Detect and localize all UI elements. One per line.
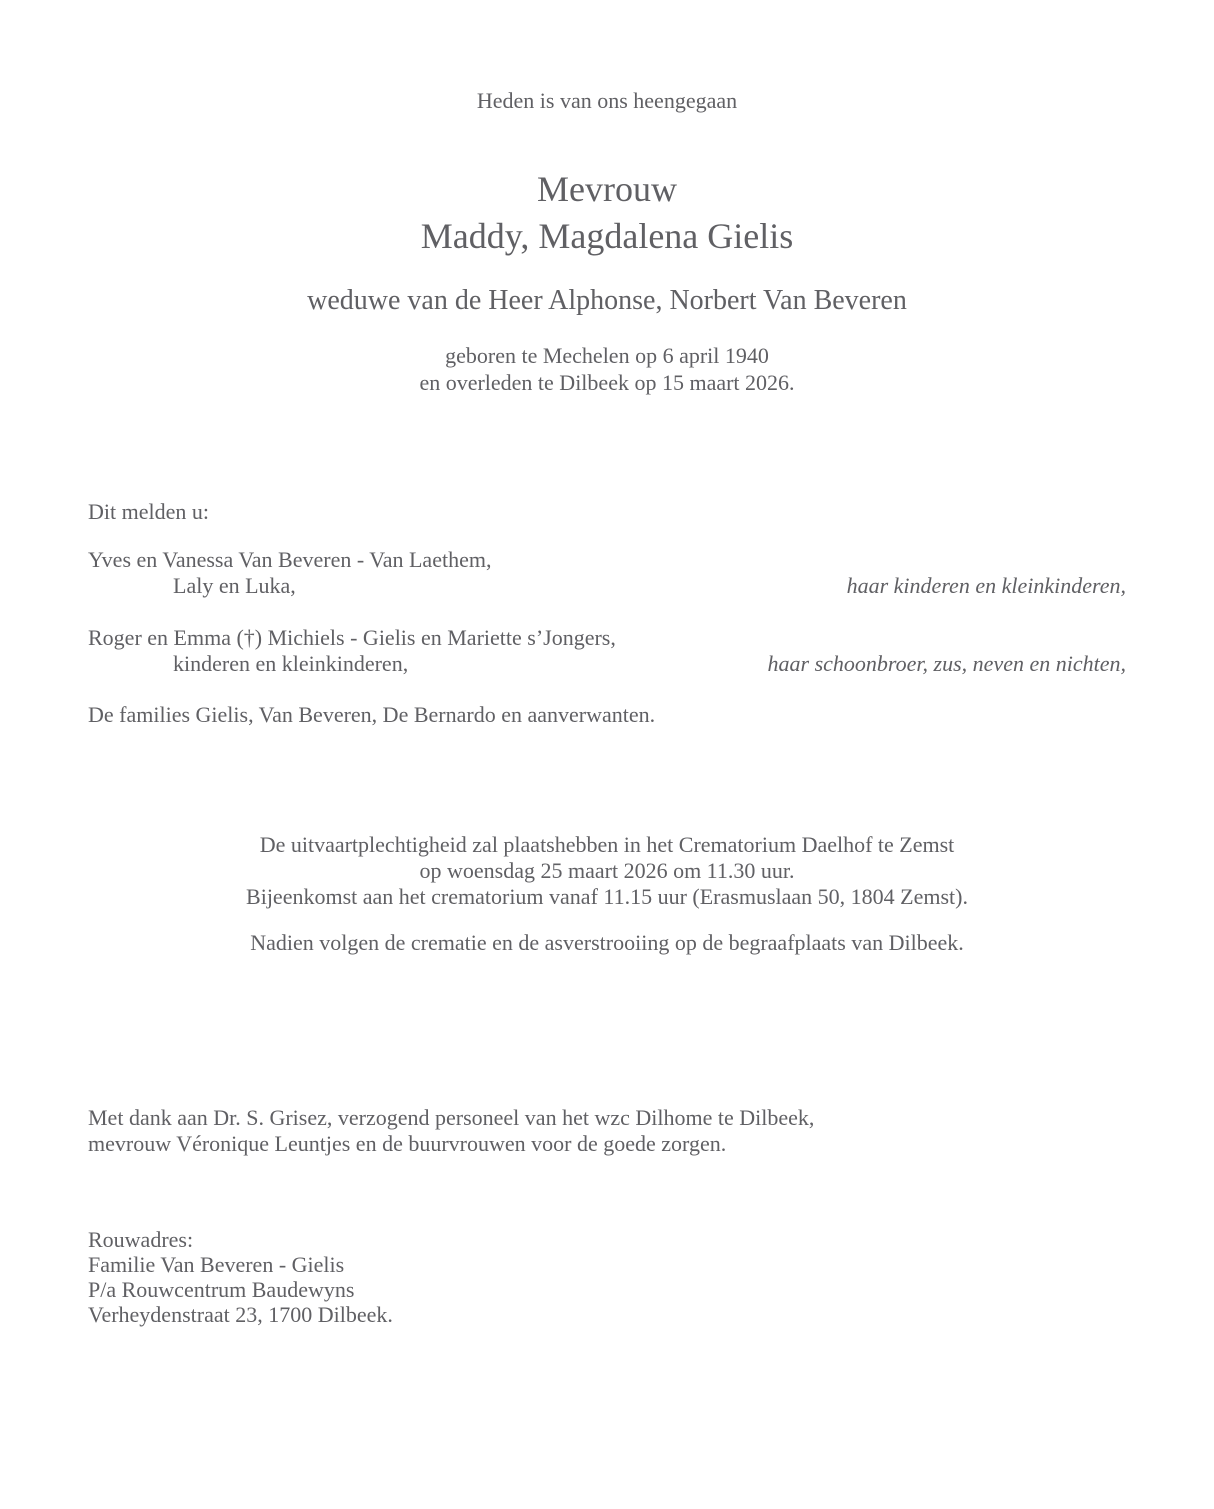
cremation-line: Nadien volgen de crematie en de asverstrooiing op de begraafplaats van Dilbeek. bbox=[250, 930, 964, 955]
family-line: Yves en Vanessa Van Beveren - Van Laethem, bbox=[88, 547, 492, 572]
thanks-line: mevrouw Véronique Leuntjes en de buurvrouwen voor de goede zorgen. bbox=[88, 1131, 727, 1156]
family-group-siblings bbox=[88, 625, 1126, 677]
extended-families-line: De families Gielis, Van Beveren, De Bernardo en aanverwanten. bbox=[88, 702, 656, 727]
announce-label: Dit melden u: bbox=[88, 499, 209, 524]
mourning-address-line: Familie Van Beveren - Gielis bbox=[88, 1252, 345, 1277]
family-group-children bbox=[88, 547, 1126, 599]
family-row bbox=[88, 573, 1126, 599]
family-row bbox=[88, 651, 1126, 677]
family-line: Roger en Emma (†) Michiels - Gielis en Mariette s’Jongers, bbox=[88, 625, 616, 650]
family-relation: haar schoonbroer, zus, neven en nichten, bbox=[767, 651, 1126, 676]
ceremony-details bbox=[88, 832, 1126, 910]
deceased-title bbox=[88, 166, 1126, 260]
mourning-address-line: P/a Rouwcentrum Baudewyns bbox=[88, 1277, 355, 1302]
ceremony-line: Bijeenkomst aan het crematorium vanaf 11.15 uur (Erasmuslaan 50, 1804 Zemst). bbox=[246, 884, 968, 909]
acknowledgements bbox=[88, 1105, 1126, 1157]
mourning-address bbox=[88, 1227, 1126, 1327]
family-relation: haar kinderen en kleinkinderen, bbox=[846, 573, 1126, 598]
ceremony-line: De uitvaartplechtigheid zal plaatshebben in het Crematorium Daelhof te Zemst bbox=[259, 832, 955, 857]
title-prefix: Mevrouw bbox=[537, 169, 677, 209]
deceased-name: Maddy, Magdalena Gielis bbox=[420, 216, 794, 256]
widow-line: weduwe van de Heer Alphonse, Norbert Van Beveren bbox=[307, 285, 907, 316]
family-line-indented: kinderen en kleinkinderen, bbox=[173, 651, 409, 676]
intro-line: Heden is van ons heengegaan bbox=[476, 88, 738, 113]
born-line: geboren te Mechelen op 6 april 1940 bbox=[445, 343, 769, 368]
died-line: en overleden te Dilbeek op 15 maart 2026. bbox=[419, 370, 795, 395]
thanks-line: Met dank aan Dr. S. Grisez, verzogend personeel van het wzc Dilhome te Dilbeek, bbox=[88, 1105, 815, 1130]
mourning-address-label: Rouwadres: bbox=[88, 1227, 194, 1252]
mourning-address-line: Verheydenstraat 23, 1700 Dilbeek. bbox=[88, 1302, 393, 1327]
ceremony-line: op woensdag 25 maart 2026 om 11.30 uur. bbox=[419, 858, 795, 883]
family-line-indented: Laly en Luka, bbox=[173, 573, 296, 598]
life-dates bbox=[88, 342, 1126, 396]
